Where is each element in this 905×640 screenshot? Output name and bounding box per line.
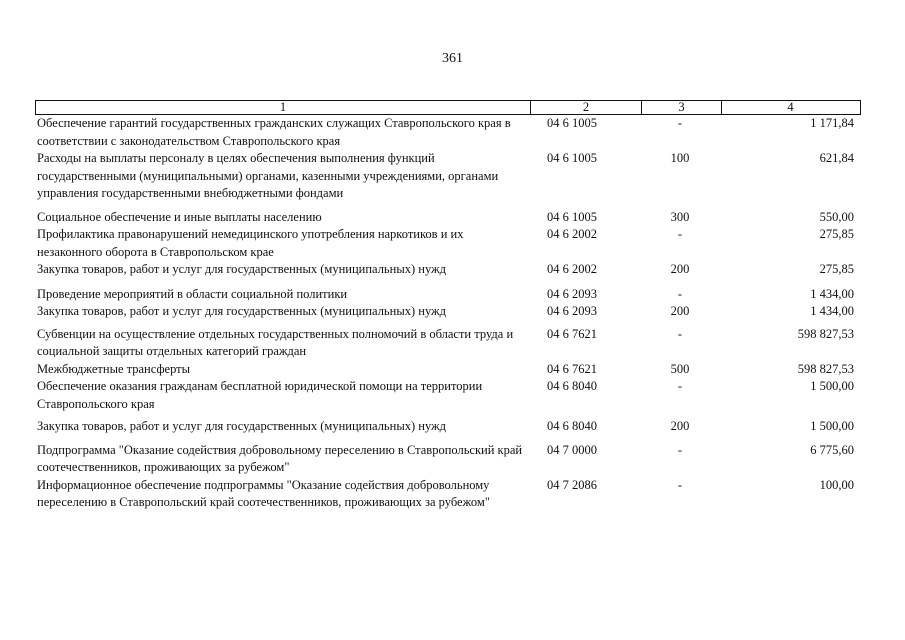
row-code: 04 6 2002 xyxy=(547,262,597,276)
table-row xyxy=(35,226,861,261)
row-code: 04 7 0000 xyxy=(547,442,597,457)
row-sum: 1 500,00 xyxy=(810,419,854,433)
row-sum: 275,85 xyxy=(819,227,854,241)
page-number: 361 xyxy=(442,51,463,66)
row-code: 04 6 7621 xyxy=(547,326,597,341)
row-type: 200 xyxy=(670,419,690,433)
row-sum: 1 434,00 xyxy=(810,286,854,301)
row-type: - xyxy=(677,477,683,492)
row-code: 04 6 1005 xyxy=(547,151,597,165)
header-cell-3: 3 xyxy=(641,101,721,114)
row-name: Расходы на выплаты персоналу в целях обеспечения выполнения функций государственными (муниципальными) органами, казенными учреждениями, органами управления государственными внебюджетными фондами xyxy=(37,151,499,200)
row-sum: 6 775,60 xyxy=(810,442,854,457)
row-sum: 550,00 xyxy=(819,209,854,224)
header-cell-2: 2 xyxy=(530,101,641,114)
row-code: 04 6 2002 xyxy=(547,227,597,241)
row-code: 04 6 2093 xyxy=(547,304,597,318)
row-name: Обеспечение оказания гражданам бесплатной юридической помощи на территории Ставропольского края xyxy=(37,379,483,411)
header-cell-1: 1 xyxy=(279,100,287,114)
row-name: Проведение мероприятий в области социальной политики xyxy=(37,286,348,301)
header-cell-4: 4 xyxy=(721,101,859,114)
row-code: 04 6 1005 xyxy=(547,116,597,130)
row-code: 04 7 2086 xyxy=(547,477,597,492)
row-sum: 598 827,53 xyxy=(797,326,854,341)
row-sum: 1 171,84 xyxy=(810,116,854,130)
row-type: - xyxy=(677,442,683,457)
row-name: Субвенции на осуществление отдельных государственных полномочий в области труда и социальной защиты отдельных категорий граждан xyxy=(37,326,514,358)
table-row xyxy=(35,378,861,413)
table-row xyxy=(35,477,861,512)
row-sum: 1 434,00 xyxy=(810,304,854,318)
row-name: Межбюджетные трансферты xyxy=(37,361,191,376)
table-row xyxy=(35,361,861,379)
row-sum: 621,84 xyxy=(819,151,854,165)
row-type: 200 xyxy=(670,304,690,318)
table-row xyxy=(35,150,861,203)
row-name: Информационное обеспечение подпрограммы "Оказание содействия добровольному переселению в Ставропольский край соотечественников, проживающих за рубежом" xyxy=(37,477,490,509)
table-row xyxy=(35,326,861,361)
row-name: Закупка товаров, работ и услуг для государственных (муниципальных) нужд xyxy=(37,304,447,318)
row-name: Обеспечение гарантий государственных гражданских служащих Ставропольского края в соответствии с законодательством Ставропольского края xyxy=(37,116,511,148)
row-type: - xyxy=(677,227,683,241)
row-sum: 275,85 xyxy=(819,262,854,276)
row-name: Закупка товаров, работ и услуг для государственных (муниципальных) нужд xyxy=(37,419,447,433)
row-name: Профилактика правонарушений немедицинского употребления наркотиков и их незаконного оборота в Ставропольском крае xyxy=(37,227,464,259)
row-name: Подпрограмма "Оказание содействия добровольному переселению в Ставропольский край соотечественников, проживающих за рубежом" xyxy=(37,442,523,474)
budget-table xyxy=(35,100,861,512)
row-sum: 1 500,00 xyxy=(810,379,854,393)
table-row xyxy=(35,286,861,304)
row-type: 100 xyxy=(670,151,690,165)
row-type: - xyxy=(677,116,683,130)
row-type: 500 xyxy=(670,361,690,376)
row-code: 04 6 8040 xyxy=(547,379,597,393)
row-type: 200 xyxy=(670,262,690,276)
table-row xyxy=(35,303,861,321)
row-name: Социальное обеспечение и иные выплаты населению xyxy=(37,209,322,224)
row-code: 04 6 2093 xyxy=(547,286,597,301)
table-header-row xyxy=(35,100,861,115)
row-type: - xyxy=(677,326,683,341)
row-sum: 100,00 xyxy=(819,477,854,492)
table-row xyxy=(35,442,861,477)
table-row xyxy=(35,115,861,150)
table-row xyxy=(35,418,861,436)
row-code: 04 6 7621 xyxy=(547,361,597,376)
row-name: Закупка товаров, работ и услуг для государственных (муниципальных) нужд xyxy=(37,262,447,276)
row-code: 04 6 8040 xyxy=(547,419,597,433)
row-type: - xyxy=(677,286,683,301)
row-code: 04 6 1005 xyxy=(547,209,597,224)
row-sum: 598 827,53 xyxy=(797,361,854,376)
row-type: 300 xyxy=(670,209,690,224)
table-row xyxy=(35,209,861,227)
row-type: - xyxy=(677,379,683,393)
table-row xyxy=(35,261,861,279)
